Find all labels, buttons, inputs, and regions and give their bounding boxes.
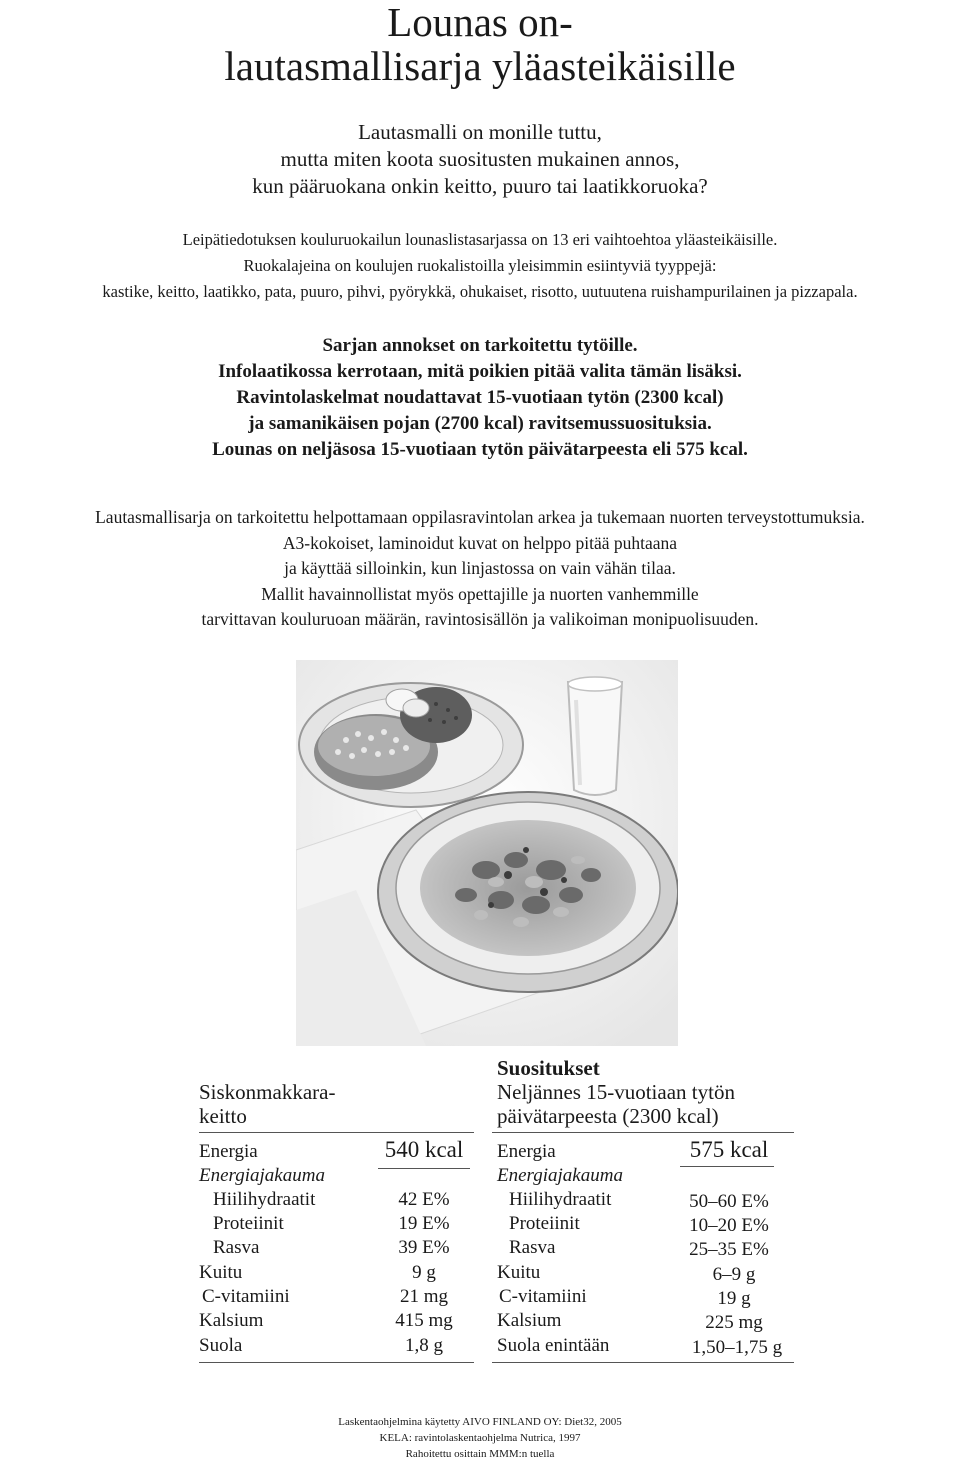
intro-line: Ruokalajeina on koulujen ruokalistoilla yleisimmin esiintyviä tyyppejä: <box>243 256 717 275</box>
right-row-value: 10–20 E% <box>689 1215 769 1236</box>
meal-photo <box>296 660 678 1046</box>
description-line: A3-kokoiset, laminoidut kuvat on helppo pitää puhtaana <box>282 533 678 553</box>
right-table-heading-line2: Neljännes 15-vuotiaan tytön <box>497 1080 735 1104</box>
footer-line: KELA: ravintolaskentaohjelma Nutrica, 1997 <box>379 1432 581 1444</box>
intro-line: kastike, keitto, laatikko, pata, puuro, pihvi, pyörykkä, ohukaiset, risotto, uutuutena ruishampurilainen ja pizzapala. <box>102 282 858 301</box>
right-row-label: Rasva <box>509 1237 556 1258</box>
footer-line: Rahoitettu osittain MMM:n tuella <box>405 1448 555 1460</box>
description-line: tarvittavan kouluruoan määrän, ravintosisällön ja valikoiman monipuolisuuden. <box>201 609 759 629</box>
left-table-top-rule <box>199 1132 474 1133</box>
description-line: Mallit havainnollistat myös opettajille ja nuorten vanhemmille <box>261 584 699 604</box>
intro-line: Leipätiedotuksen kouluruokailun lounaslistasarjassa on 13 eri vaihtoehtoa yläasteikäisille. <box>182 230 778 249</box>
left-row-value: 1,8 g <box>405 1335 443 1356</box>
info-bold-line: ja samanikäisen pojan (2700 kcal) ravitsemussuosituksia. <box>248 413 712 434</box>
right-row-label: Energiajakauma <box>497 1165 623 1186</box>
description-line: Lautasmallisarja on tarkoitettu helpottamaan oppilasravintolan arkea ja tukemaan nuorten terveystottumuksia. <box>95 507 865 527</box>
left-row-value: 42 E% <box>398 1189 450 1210</box>
right-row-value: 6–9 g <box>712 1264 756 1285</box>
right-row-label: C-vitamiini <box>499 1286 587 1307</box>
right-row-label: Hiilihydraatit <box>509 1189 612 1210</box>
left-row-label: Kalsium <box>199 1310 264 1331</box>
left-row-value: 19 E% <box>398 1213 450 1234</box>
left-row-label: Hiilihydraatit <box>213 1189 316 1210</box>
left-energy-rule <box>378 1168 470 1169</box>
description-line: ja käyttää silloinkin, kun linjastossa on vain vähän tilaa. <box>284 558 676 578</box>
info-bold-line: Infolaatikossa kerrotaan, mitä poikien pitää valita tämän lisäksi. <box>218 361 742 382</box>
left-row-label: Proteiinit <box>213 1213 284 1234</box>
right-row-value: 225 mg <box>705 1312 763 1333</box>
left-row-value: 540 kcal <box>384 1137 464 1162</box>
left-row-label: Suola <box>199 1335 243 1356</box>
left-row-value: 415 mg <box>395 1310 453 1331</box>
right-row-value: 50–60 E% <box>689 1191 769 1212</box>
right-table-top-rule <box>492 1132 794 1133</box>
right-row-label: Proteiinit <box>509 1213 580 1234</box>
page-title-line2: lautasmallisarja yläasteikäisille <box>224 43 736 89</box>
left-row-value: 39 E% <box>398 1237 450 1258</box>
footer-line: Laskentaohjelmina käytetty AIVO FINLAND OY: Diet32, 2005 <box>338 1416 622 1428</box>
info-bold-line: Ravintolaskelmat noudattavat 15-vuotiaan tytön (2300 kcal) <box>236 387 724 408</box>
right-row-value: 19 g <box>717 1288 751 1309</box>
info-bold-line: Lounas on neljäsosa 15-vuotiaan tytön päivätarpeesta eli 575 kcal. <box>212 439 748 460</box>
left-row-label: C-vitamiini <box>202 1286 290 1307</box>
right-row-label: Kalsium <box>497 1310 562 1331</box>
left-row-label: Energia <box>199 1141 258 1162</box>
right-row-value: 575 kcal <box>689 1137 769 1162</box>
right-table-heading-line3: päivätarpeesta (2300 kcal) <box>497 1104 719 1128</box>
left-row-value: 21 mg <box>399 1286 449 1307</box>
left-table-heading-line1: Siskonmakkara- <box>199 1080 336 1104</box>
left-table-bottom-rule <box>199 1362 474 1363</box>
meal-photo-illustration <box>296 660 678 1046</box>
left-table-heading-line2: keitto <box>199 1104 247 1128</box>
left-row-label: Rasva <box>213 1237 260 1258</box>
right-row-label: Suola enintään <box>497 1335 610 1356</box>
right-row-value: 1,50–1,75 g <box>691 1337 783 1358</box>
right-row-label: Energia <box>497 1141 556 1162</box>
subtitle-line: mutta miten koota suositusten mukainen annos, <box>280 147 680 171</box>
right-table-heading-bold: Suositukset <box>497 1056 600 1080</box>
right-row-label: Kuitu <box>497 1262 541 1283</box>
info-bold-line: Sarjan annokset on tarkoitettu tytöille. <box>322 335 638 356</box>
left-row-label: Energiajakauma <box>199 1165 325 1186</box>
subtitle-line: kun pääruokana onkin keitto, puuro tai laatikkoruoka? <box>252 174 708 198</box>
right-row-value: 25–35 E% <box>689 1239 769 1260</box>
subtitle-line: Lautasmalli on monille tuttu, <box>358 120 602 144</box>
right-energy-rule <box>680 1166 774 1167</box>
page-title-line1: Lounas on- <box>387 0 573 45</box>
left-row-label: Kuitu <box>199 1262 243 1283</box>
left-row-value: 9 g <box>412 1262 436 1283</box>
right-table-bottom-rule <box>492 1362 794 1363</box>
